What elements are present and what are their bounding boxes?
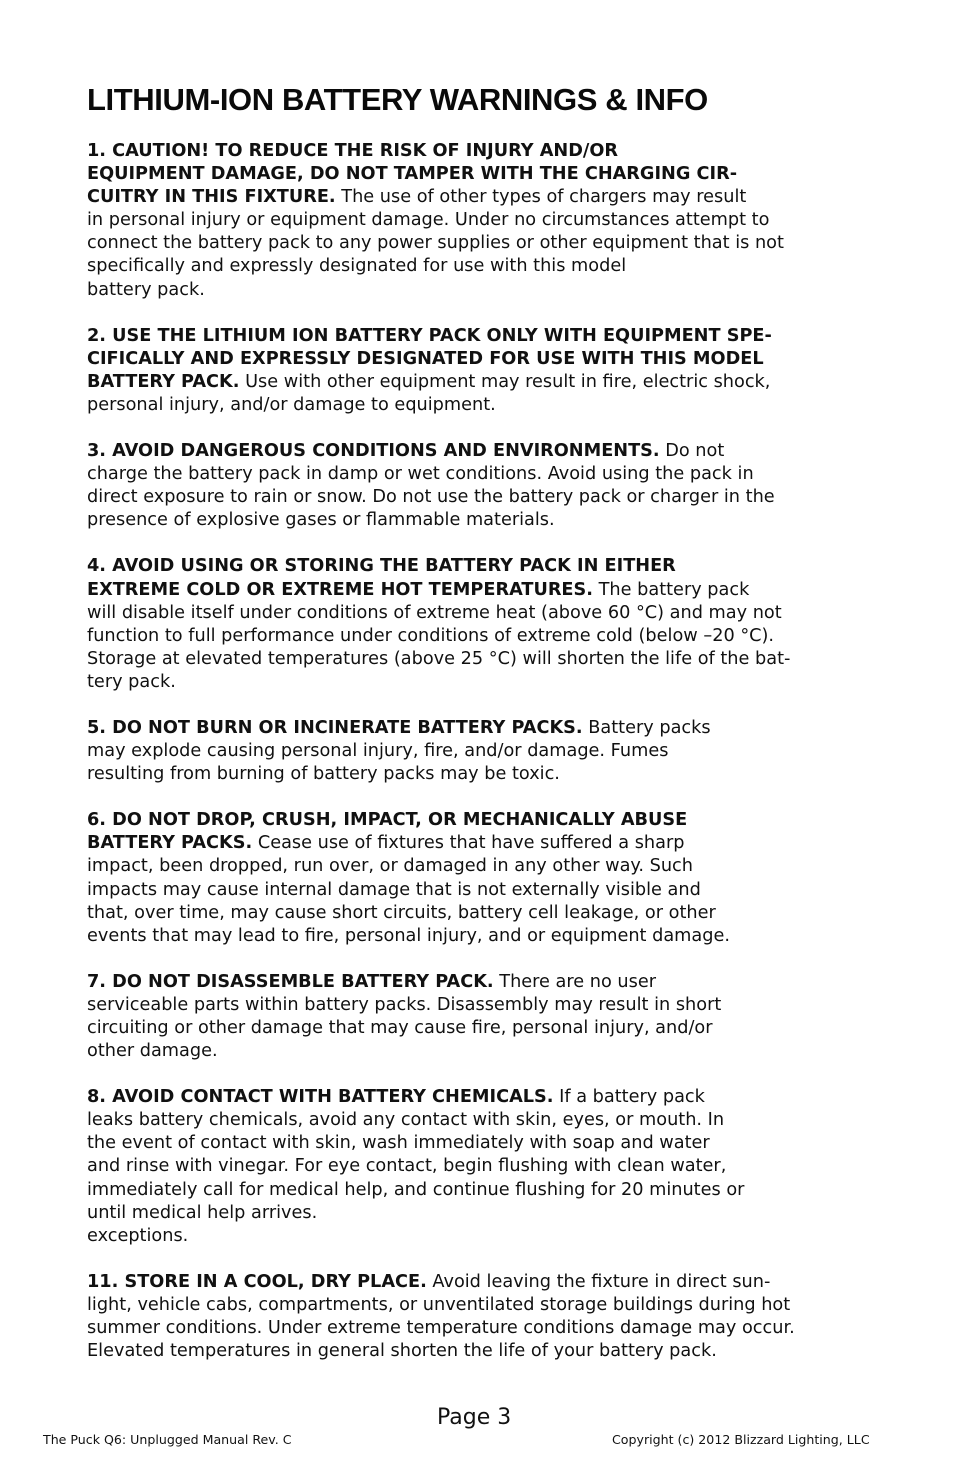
warning-heading-text: 2. USE THE LITHIUM ION BATTERY PACK ONLY WITH EQUIPMENT SPE-: [87, 325, 772, 346]
warning-body-text: connect the battery pack to any power supplies or other equipment that is not: [87, 233, 784, 254]
warning-body-text: until medical help arrives.: [87, 1202, 318, 1223]
warning-section: [87, 555, 877, 694]
warning-heading-text: EXTREME COLD OR EXTREME HOT TEMPERATURES.: [87, 579, 593, 600]
warning-body-text: presence of explosive gases or flammable materials.: [87, 510, 555, 531]
warning-body-text: direct exposure to rain or snow. Do not use the battery pack or charger in the: [87, 487, 775, 508]
warning-line: [87, 902, 877, 925]
warning-body-text: Do not: [659, 441, 725, 462]
warning-line: [87, 140, 877, 163]
warning-line: [87, 717, 877, 740]
warning-body-text: Battery packs: [582, 717, 711, 738]
warning-body-text: If a battery pack: [553, 1087, 705, 1108]
warning-body-text: the event of contact with skin, wash immediately with soap and water: [87, 1133, 710, 1154]
warning-line: [87, 1155, 877, 1178]
warning-heading-text: 5. DO NOT BURN OR INCINERATE BATTERY PACKS.: [87, 717, 583, 738]
footer-copyright: Copyright (c) 2012 Blizzard Lighting, LLC: [612, 1432, 870, 1447]
warning-line: [87, 1317, 877, 1340]
warning-heading-text: 1. CAUTION! TO REDUCE THE RISK OF INJURY AND/OR: [87, 141, 619, 161]
warning-line: [87, 832, 877, 855]
warning-line: [87, 994, 877, 1017]
warning-body-text: leaks battery chemicals, avoid any contact with skin, eyes, or mouth. In: [87, 1110, 725, 1131]
warning-body-text: and rinse with vinegar. For eye contact, begin flushing with clean water,: [87, 1156, 727, 1177]
warning-heading-text: BATTERY PACK.: [87, 371, 240, 392]
warning-line: [87, 602, 877, 625]
warning-line: [87, 763, 877, 786]
warning-heading-text: CUITRY IN THIS FIXTURE.: [87, 187, 336, 208]
warning-line: [87, 1271, 877, 1294]
warning-body-text: The battery pack: [592, 579, 750, 600]
warning-line: [87, 1109, 877, 1132]
warning-line: [87, 348, 877, 371]
warning-line: [87, 486, 877, 509]
warning-body-text: Storage at elevated temperatures (above 25 °C) will shorten the life of the bat-: [87, 648, 791, 669]
warning-section: [87, 971, 877, 1063]
warning-line: [87, 1340, 877, 1363]
warning-line: [87, 879, 877, 902]
warning-line: [87, 463, 877, 486]
warning-line: [87, 1294, 877, 1317]
warning-body-text: There are no user: [493, 971, 657, 992]
warning-body-text: that, over time, may cause short circuits, battery cell leakage, or other: [87, 902, 716, 923]
warning-section: [87, 325, 877, 417]
warning-heading-text: 3. AVOID DANGEROUS CONDITIONS AND ENVIRONMENTS.: [87, 441, 660, 462]
warning-line: [87, 1225, 877, 1248]
warning-body-text: Elevated temperatures in general shorten the life of your battery pack.: [87, 1341, 717, 1362]
warning-heading-text: 7. DO NOT DISASSEMBLE BATTERY PACK.: [87, 971, 494, 992]
warning-line: [87, 163, 877, 186]
warning-body-text: immediately call for medical help, and continue flushing for 20 minutes or: [87, 1179, 745, 1200]
page-number: Page 3: [437, 1405, 512, 1430]
warning-line: [87, 1132, 877, 1155]
warning-body-text: summer conditions. Under extreme temperature conditions damage may occur.: [87, 1318, 795, 1339]
warning-body-text: Cease use of fixtures that have suffered a sharp: [252, 833, 685, 854]
warning-line: [87, 809, 877, 832]
warning-line: [87, 625, 877, 648]
warning-body-text: Avoid leaving the fixture in direct sun-: [426, 1271, 771, 1292]
warning-heading-text: CIFICALLY AND EXPRESSLY DESIGNATED FOR USE WITH THIS MODEL: [87, 348, 764, 369]
warning-body-text: charge the battery pack in damp or wet conditions. Avoid using the pack in: [87, 464, 754, 485]
warning-line: [87, 1040, 877, 1063]
warning-section: [87, 440, 877, 532]
warning-body-text: other damage.: [87, 1041, 218, 1062]
warning-body-text: tery pack.: [87, 671, 176, 692]
warning-body-text: Use with other equipment may result in fire, electric shock,: [239, 371, 771, 392]
warning-heading-text: 6. DO NOT DROP, CRUSH, IMPACT, OR MECHANICALLY ABUSE: [87, 810, 688, 831]
warning-body-text: serviceable parts within battery packs. Disassembly may result in short: [87, 994, 722, 1015]
warning-section: [87, 140, 877, 302]
warning-line: [87, 579, 877, 602]
warning-section: [87, 1271, 877, 1363]
warning-body-text: will disable itself under conditions of extreme heat (above 60 °C) and may not: [87, 602, 782, 623]
warning-line: [87, 371, 877, 394]
warning-line: [87, 209, 877, 232]
warning-section: [87, 717, 877, 786]
warning-line: [87, 925, 877, 948]
warning-body-text: events that may lead to fire, personal injury, and or equipment damage.: [87, 925, 730, 946]
warning-line: [87, 232, 877, 255]
warning-section: [87, 809, 877, 948]
warning-line: [87, 740, 877, 763]
warning-heading-text: EQUIPMENT DAMAGE, DO NOT TAMPER WITH THE CHARGING CIR-: [87, 164, 738, 185]
page-title: LITHIUM-ION BATTERY WARNINGS & INFO: [87, 82, 708, 117]
warning-line: [87, 325, 877, 348]
warning-line: [87, 509, 877, 532]
warning-heading-text: 11. STORE IN A COOL, DRY PLACE.: [87, 1271, 427, 1292]
warning-line: [87, 555, 877, 578]
warning-body-text: exceptions.: [87, 1225, 189, 1246]
warning-line: [87, 648, 877, 671]
warning-body-text: battery pack.: [87, 279, 205, 300]
warning-line: [87, 440, 877, 463]
warning-heading-text: 4. AVOID USING OR STORING THE BATTERY PACK IN EITHER: [87, 556, 676, 577]
warning-line: [87, 671, 877, 694]
warning-line: [87, 1179, 877, 1202]
warning-body-text: circuiting or other damage that may cause fire, personal injury, and/or: [87, 1018, 713, 1038]
warning-line: [87, 1202, 877, 1225]
warning-body-text: personal injury, and/or damage to equipment.: [87, 394, 496, 415]
warning-body-text: impact, been dropped, run over, or damaged in any other way. Such: [87, 856, 693, 877]
warning-line: [87, 1086, 877, 1109]
warning-section: [87, 1086, 877, 1248]
warning-body-text: light, vehicle cabs, compartments, or unventilated storage buildings during hot: [87, 1294, 791, 1315]
warning-body-text: resulting from burning of battery packs may be toxic.: [87, 764, 560, 785]
warning-heading-text: 8. AVOID CONTACT WITH BATTERY CHEMICALS.: [87, 1087, 554, 1108]
warning-body-text: in personal injury or equipment damage. Under no circumstances attempt to: [87, 210, 770, 231]
warning-body-text: The use of other types of chargers may result: [335, 187, 747, 208]
footer-manual-title: The Puck Q6: Unplugged Manual Rev. C: [43, 1432, 292, 1447]
warning-line: [87, 279, 877, 302]
warning-heading-text: BATTERY PACKS.: [87, 833, 253, 854]
warning-line: [87, 255, 877, 278]
warning-body-text: may explode causing personal injury, fire, and/or damage. Fumes: [87, 741, 669, 762]
warning-body-text: impacts may cause internal damage that is not externally visible and: [87, 879, 701, 900]
warning-line: [87, 186, 877, 209]
warning-line: [87, 1017, 877, 1040]
warning-line: [87, 394, 877, 417]
warning-line: [87, 855, 877, 878]
warning-body-text: function to full performance under conditions of extreme cold (below –20 °C).: [87, 625, 775, 646]
warnings-list: [87, 140, 877, 1386]
warning-body-text: specifically and expressly designated for use with this model: [87, 256, 627, 277]
warning-line: [87, 971, 877, 994]
